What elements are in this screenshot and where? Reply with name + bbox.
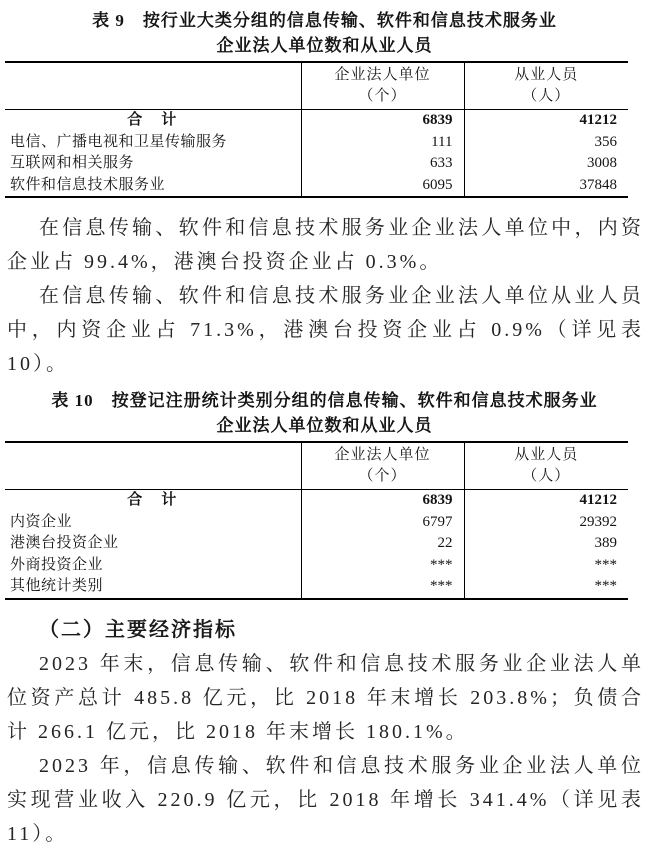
persons-value: 389 (464, 533, 628, 555)
table-row (5, 533, 628, 555)
units-header-line1: 企业法人单位 (334, 67, 431, 83)
persons-value: 3008 (464, 153, 628, 175)
table-row (5, 555, 628, 577)
table-row (5, 132, 628, 154)
paragraph-domestic-share: 在信息传输、软件和信息技术服务业企业法人单位中，内资企业占 99.4%，港澳台投资企业占 0.3%。 (7, 217, 644, 273)
table9-persons-header (464, 62, 628, 110)
row-label: 合 计 (127, 492, 179, 508)
table9 (5, 61, 628, 198)
units-value: 22 (301, 533, 464, 555)
table9-title-line1: 表 9 按行业大类分组的信息传输、软件和信息技术服务业 (92, 11, 557, 30)
table9-units-header (301, 62, 464, 110)
paragraph-operating-revenue: 2023 年，信息传输、软件和信息技术服务业企业法人单位实现营业收入 220.9 亿元，比 2018 年增长 341.4%（详见表 11）。 (7, 754, 644, 845)
table9-title-line2: 企业法人单位数和从业人员 (216, 36, 433, 55)
persons-header-line2: （人） (522, 88, 571, 104)
persons-header-line1: 从业人员 (514, 67, 579, 83)
table10-title (5, 388, 644, 438)
table-row (5, 512, 628, 534)
persons-value: 356 (464, 132, 628, 154)
row-label: 港澳台投资企业 (10, 535, 119, 551)
units-value: 633 (301, 153, 464, 175)
section-heading-economic-indicators: （二）主要经济指标 (39, 618, 237, 641)
row-label: 合 计 (127, 112, 179, 128)
paragraph-employment-share: 在信息传输、软件和信息技术服务业企业法人单位从业人员中，内资企业占 71.3%，港澳台投资企业占 0.9%（详见表 10）。 (7, 285, 644, 375)
units-value: 6095 (301, 175, 464, 198)
table10 (5, 441, 628, 600)
row-label: 外商投资企业 (10, 556, 104, 573)
table10-units-header (301, 442, 464, 490)
units-header-line2: （个） (358, 468, 407, 484)
persons-value: 41212 (464, 490, 628, 512)
table9-title (5, 8, 644, 58)
row-label: 互联网和相关服务 (10, 155, 135, 171)
paragraph-assets-liabilities: 2023 年末，信息传输、软件和信息技术服务业企业法人单位资产总计 485.8 亿元，比 2018 年末增长 203.8%；负债合计 266.1 亿元，比 2018 年末增长 180.1%。 (7, 652, 644, 743)
row-label: 软件和信息技术服务业 (10, 176, 166, 193)
row-label: 其他统计类别 (10, 578, 104, 594)
persons-header-line1: 从业人员 (514, 447, 579, 463)
units-value: 6839 (301, 110, 464, 132)
units-value: *** (301, 576, 464, 599)
table10-header-row (5, 442, 628, 490)
table9-header-row (5, 62, 628, 110)
table-row (5, 153, 628, 175)
table-row (5, 576, 628, 599)
persons-value: 37848 (464, 175, 628, 198)
units-header-line1: 企业法人单位 (334, 447, 431, 463)
table-row (5, 490, 628, 512)
row-label: 内资企业 (10, 513, 73, 530)
persons-value: *** (464, 555, 628, 577)
table9-empty-header-cell (5, 62, 301, 110)
table-row (5, 175, 628, 198)
units-value: 111 (301, 132, 464, 154)
persons-value: 41212 (464, 110, 628, 132)
units-value: 6797 (301, 512, 464, 534)
persons-value: 29392 (464, 512, 628, 534)
table10-persons-header (464, 442, 628, 490)
units-value: *** (301, 555, 464, 577)
table10-title-line2: 企业法人单位数和从业人员 (216, 416, 433, 435)
persons-header-line2: （人） (522, 468, 571, 484)
persons-value: *** (464, 576, 628, 599)
table10-title-line1: 表 10 按登记注册统计类别分组的信息传输、软件和信息技术服务业 (51, 391, 598, 410)
units-header-line2: （个） (358, 88, 407, 104)
table-row (5, 110, 628, 132)
row-label: 电信、广播电视和卫星传输服务 (10, 133, 228, 150)
units-value: 6839 (301, 490, 464, 512)
table10-empty-header-cell (5, 442, 301, 490)
